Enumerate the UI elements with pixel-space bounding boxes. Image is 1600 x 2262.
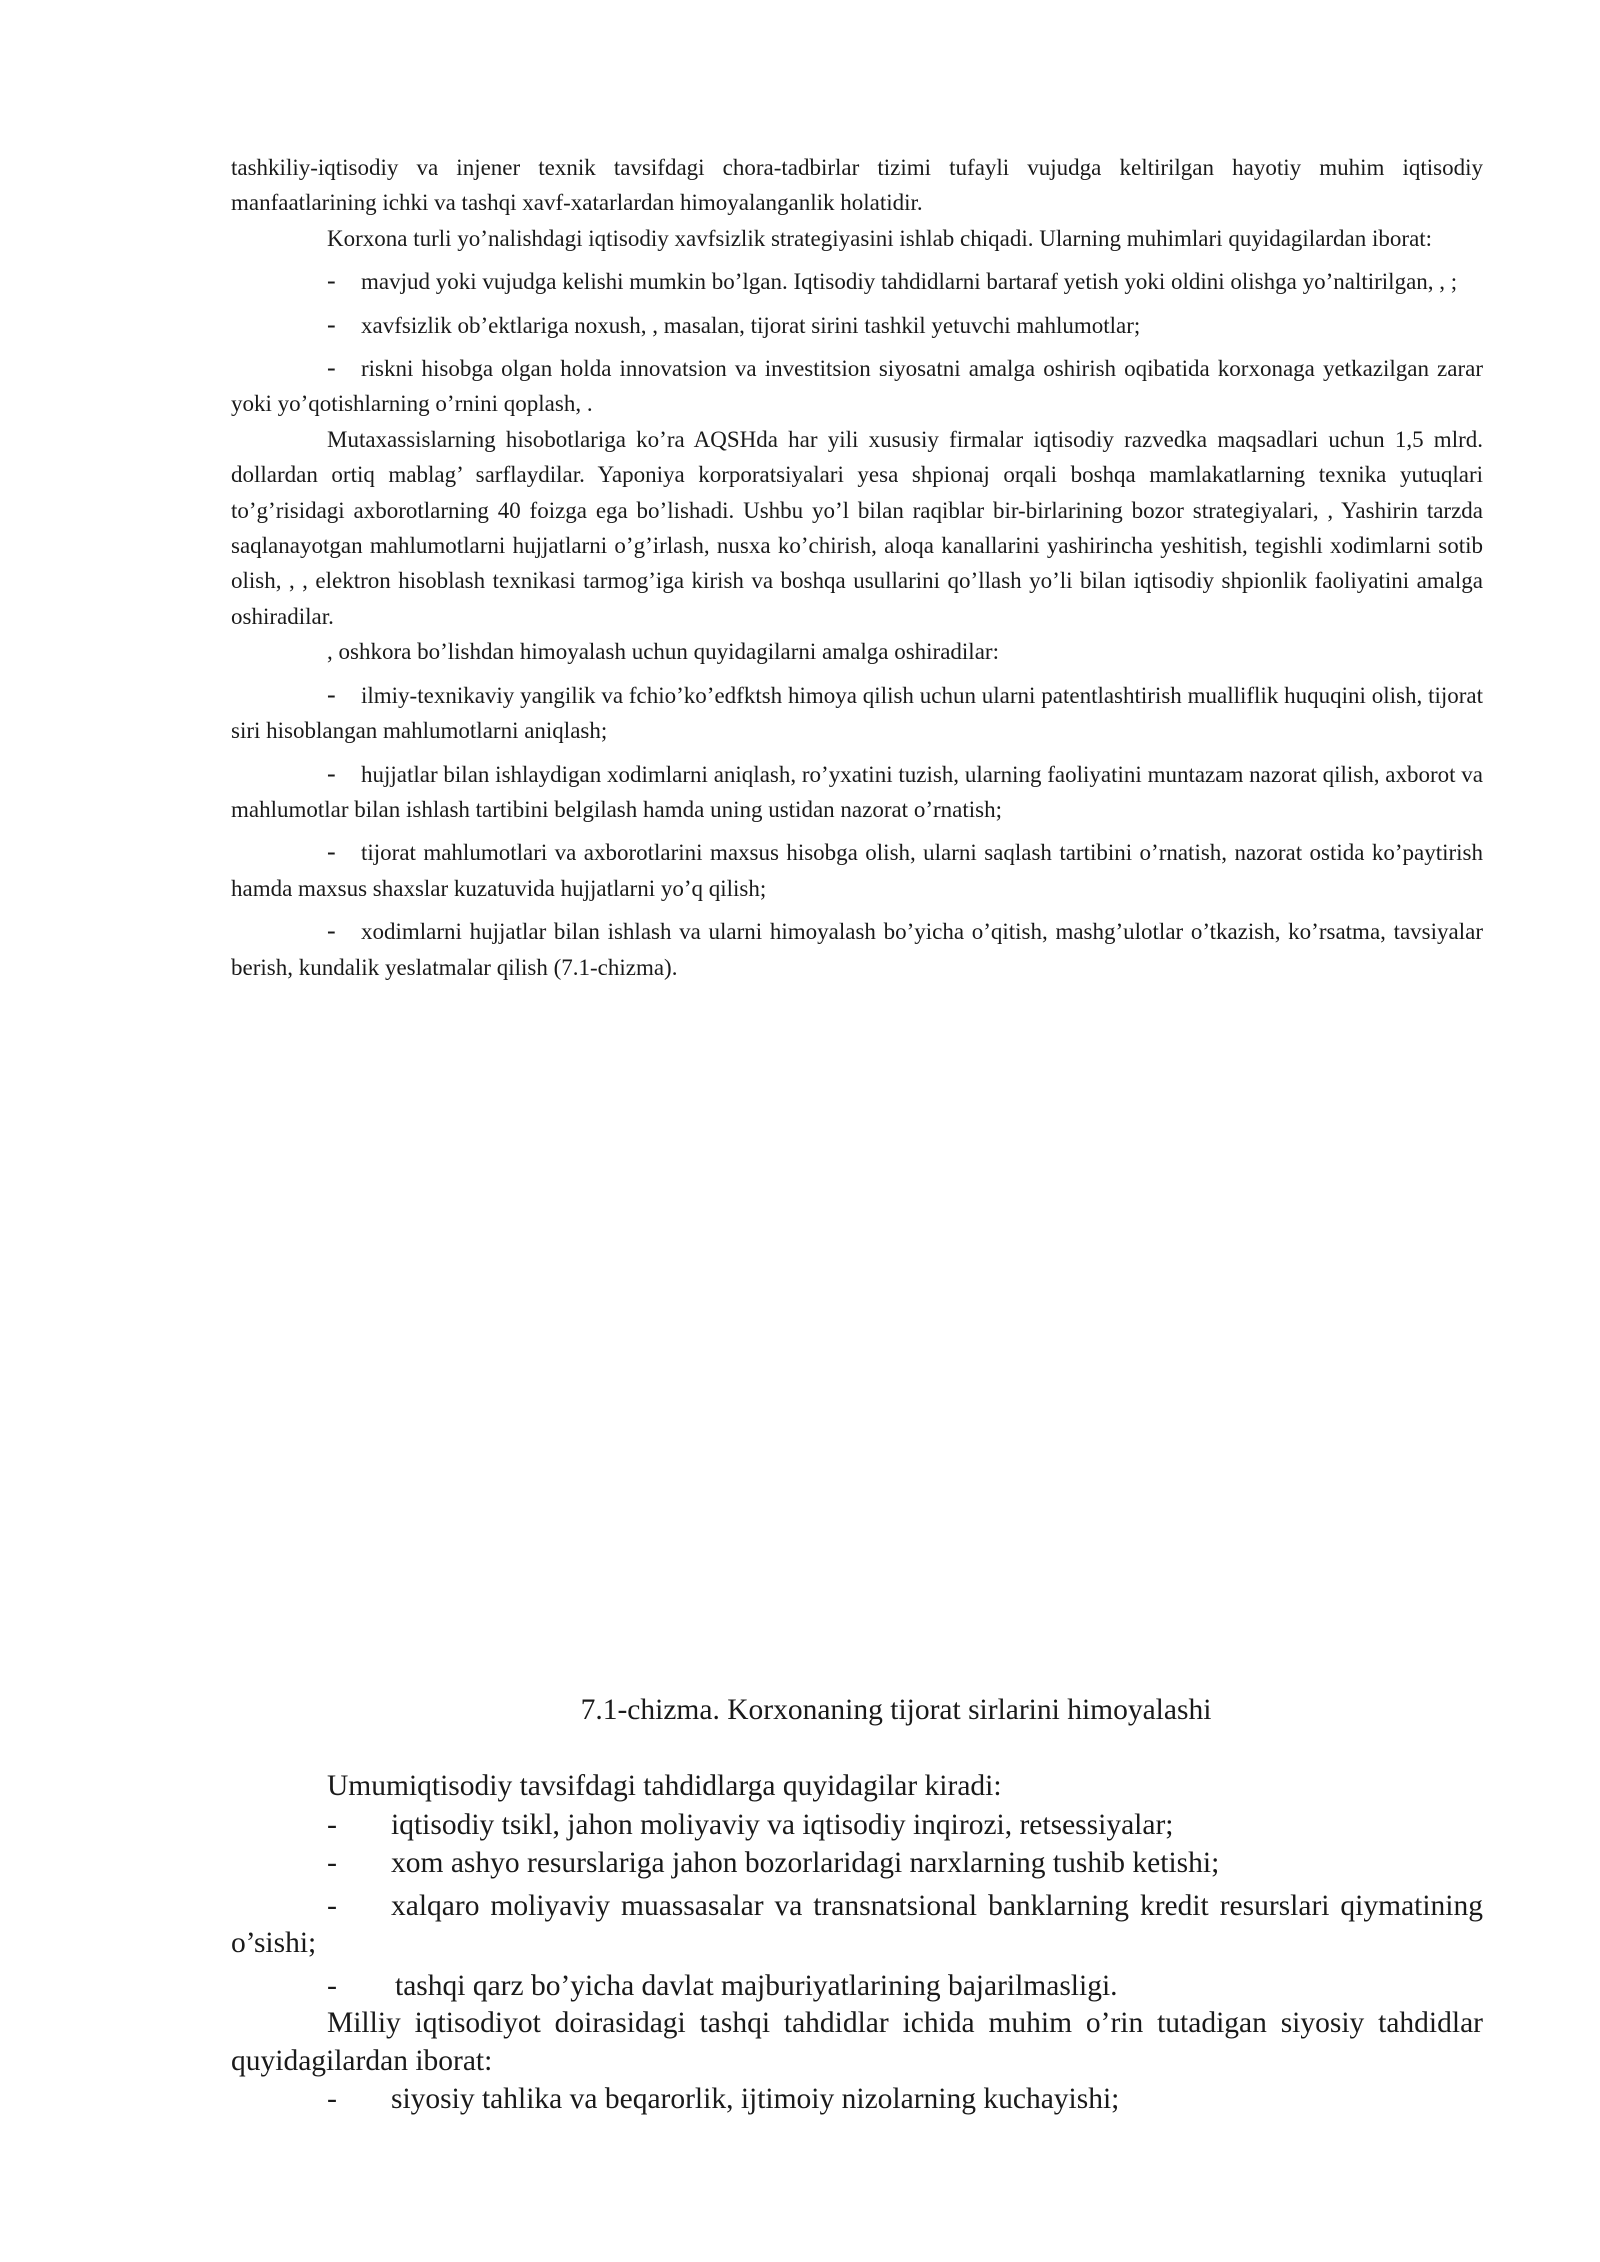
list-item xyxy=(231,350,1483,422)
paragraph-protection-intro: , oshkora bo’lishdan himoyalash uchun quyidagilarni amalga oshiradilar: xyxy=(327,639,999,665)
list-item-text: siyosiy tahlika va beqarorlik, ijtimoiy nizolarning kuchayishi; xyxy=(391,2083,1120,2115)
dash-bullet: - xyxy=(327,353,336,383)
list-item-text: xom ashyo resurslariga jahon bozorlaridagi narxlarning tushib ketishi; xyxy=(391,1847,1220,1879)
paragraph-definition: tashkiliy-iqtisodiy va injener texnik tavsifdagi chora-tadbirlar tizimi tufayli vujudga keltirilgan hayotiy muhim iqtisodiy manfaatlarining ichki va tashqi xavf-xatarlardan himoyalanganlik holatidir. xyxy=(231,155,1483,216)
list-item-text: iqtisodiy tsikl, jahon moliyaviy va iqtisodiy inqirozi, retsessiyalar; xyxy=(391,1808,1174,1841)
list-item xyxy=(231,1967,1483,2006)
list-item xyxy=(231,1887,1483,1963)
paragraph-political-threats: Milliy iqtisodiyot doirasidagi tashqi tahdidlar ichida muhim o’rin tutadigan siyosiy tahdidlar quyidagilardan iborat: xyxy=(231,2007,1483,2077)
list-item xyxy=(231,756,1483,828)
list-item xyxy=(231,2080,1483,2119)
paragraph-espionage: Mutaxassislarning hisobotlariga ko’ra AQSHda har yili xususiy firmalar iqtisodiy razvedka maqsadlari uchun 1,5 mlrd. dollardan ortiq mablag’ sarflaydilar. Yaponiya korporatsiyalari yesa shpionaj orqali boshqa mamlakatlarning texnika yutuqlari to’g’risidagi axborotlarning 40 foizga ega bo’lishadi. Ushbu yo’l bilan raqiblar bir-birlarining bozor strategiyalari, , Yashirin tarzda saqlanayotgan mahlumotlarni hujjatlarni o’g’irlash, nusxa ko’chirish, aloqa kanallarini yashirincha yeshitish, tegishli xodimlarni sotib olish, , , elektron hisoblash texnikasi tarmog’iga kirish va boshqa usullarini qo’llash yo’li bilan iqtisodiy shpionlik faoliyatini amalga oshiradilar. xyxy=(231,426,1483,629)
figure-caption: 7.1-chizma. Korxonaning tijorat sirlarini himoyalashi xyxy=(580,1694,1212,1726)
dash-bullet: - xyxy=(327,1846,337,1879)
dash-bullet: - xyxy=(327,1807,337,1841)
dash-bullet: - xyxy=(327,309,336,339)
list-item-text: tashqi qarz bo’yicha davlat majburiyatlarining bajarilmasligi. xyxy=(395,1969,1118,2002)
dash-bullet: - xyxy=(327,1968,337,2002)
list-item xyxy=(231,677,1483,749)
paragraph-strategy-intro: Korxona turli yo’nalishdagi iqtisodiy xavfsizlik strategiyasini ishlab chiqadi. Ularning muhimlari quyidagilardan iborat: xyxy=(327,225,1433,251)
list-item-text: xavfsizlik ob’ektlariga noxush, , masalan, tijorat sirini tashkil yetuvchi mahlumotlar; xyxy=(361,312,1141,338)
dash-bullet: - xyxy=(327,837,336,867)
top-text-section xyxy=(231,150,1483,985)
dash-bullet: - xyxy=(327,916,336,946)
list-item xyxy=(231,307,1483,343)
list-item xyxy=(231,913,1483,985)
list-item xyxy=(231,263,1483,299)
dash-bullet: - xyxy=(327,758,336,788)
list-item-text: ilmiy-texnikaviy yangilik va fchio’ko’edfktsh himoya qilish uchun ularni patentlashtirish mualliflik huquqini olish, tijorat siri hisoblangan mahlumotlarni aniqlash; xyxy=(231,682,1483,744)
dash-bullet: - xyxy=(327,2082,337,2115)
list-item-text: hujjatlar bilan ishlaydigan xodimlarni aniqlash, ro’yxatini tuzish, ularning faoliyatini muntazam nazorat qilish, axborot va mahlumotlar bilan ishlash tartibini belgilash hamda uning ustidan nazorat o’rnatish; xyxy=(231,761,1483,822)
list-item xyxy=(231,1806,1483,1845)
list-item xyxy=(231,1844,1483,1883)
dash-bullet: - xyxy=(327,679,336,709)
list-item-text: tijorat mahlumotlari va axborotlarini maxsus hisobga olish, ularni saqlash tartibini o’rnatish, nazorat ostida ko’paytirish hamda maxsus shaxslar kuzatuvida hujjatlarni yo’q qilish; xyxy=(231,840,1483,901)
list-item xyxy=(231,834,1483,906)
list-item-text: xalqaro moliyaviy muassasalar va transnatsional banklarning kredit resurslari qiymatining o’sishi; xyxy=(231,1889,1483,1959)
dash-bullet: - xyxy=(327,1888,337,1922)
list-item-text: mavjud yoki vujudga kelishi mumkin bo’lgan. Iqtisodiy tahdidlarni bartaraf yetish yoki oldini olishga yo’naltirilgan, , ; xyxy=(361,269,1458,295)
dash-bullet: - xyxy=(327,266,336,296)
bottom-text-section xyxy=(231,1768,1483,2119)
paragraph-general-threats: Umumiqtisodiy tavsifdagi tahdidlarga quyidagilar kiradi: xyxy=(327,1770,1002,1802)
list-item-text: riskni hisobga olgan holda innovatsion va investitsion siyosatni amalga oshirish oqibatida korxonaga yetkazilgan zarar yoki yo’qotishlarning o’rnini qoplash, . xyxy=(231,356,1483,417)
list-item-text: xodimlarni hujjatlar bilan ishlash va ularni himoyalash bo’yicha o’qitish, mashg’ulotlar o’tkazish, ko’rsatma, tavsiyalar berish, kundalik yeslatmalar qilish (7.1-chizma). xyxy=(231,919,1483,980)
